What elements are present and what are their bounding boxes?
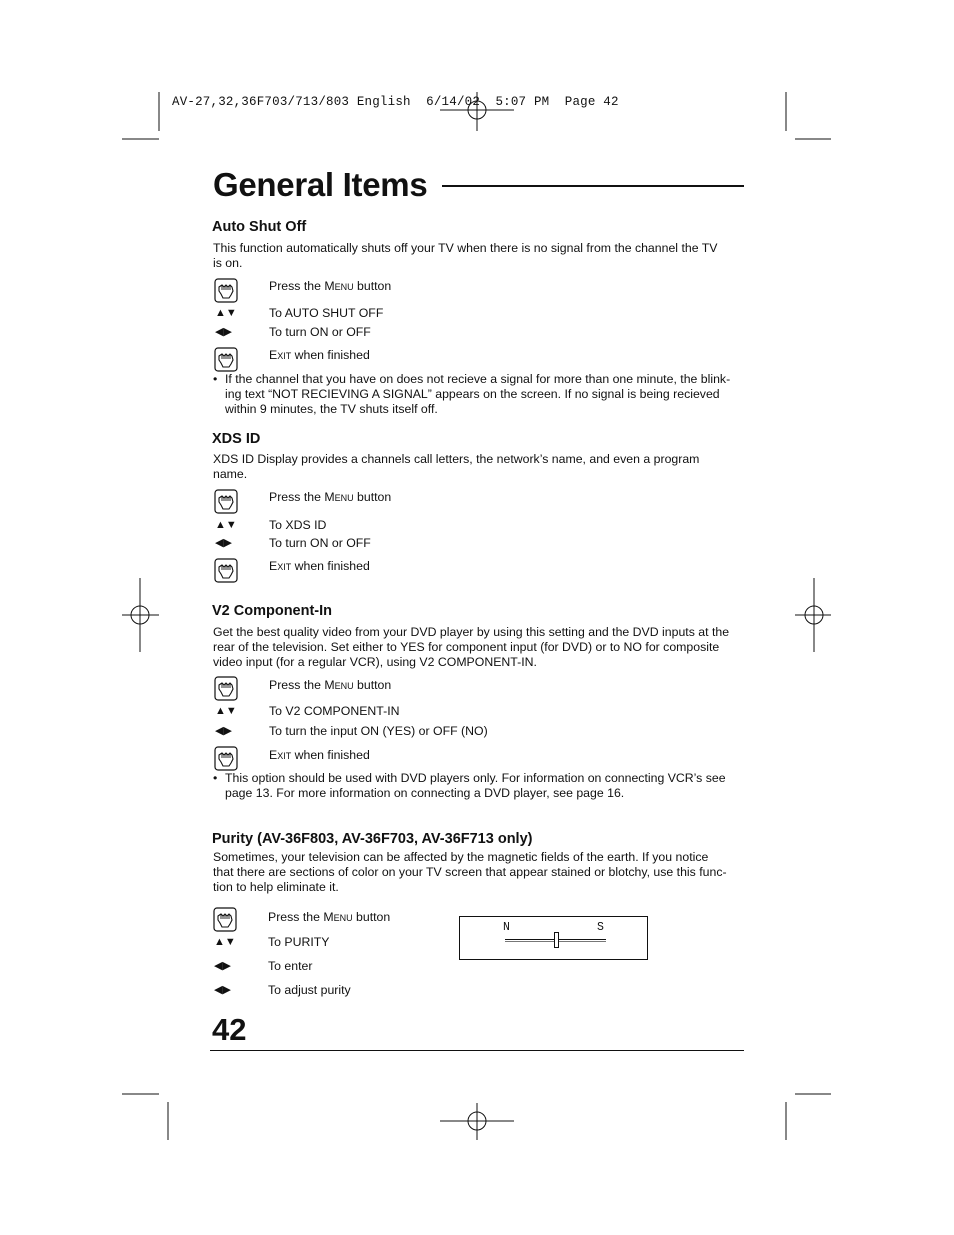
hand-press-icon: [214, 489, 239, 514]
intro-line: is on.: [213, 256, 243, 270]
page-title: General Items: [213, 166, 428, 203]
section-title-xds-id: XDS ID: [212, 431, 261, 447]
step-adjust: To adjust purity: [268, 983, 351, 997]
note-line: within 9 minutes, the TV shuts itself off.: [225, 402, 438, 416]
left-right-arrows-icon: ◀▶: [214, 984, 231, 996]
page-number: 42: [212, 1012, 247, 1047]
up-down-arrows-icon: ▲▼: [214, 936, 236, 948]
intro-line: Sometimes, your television can be affected by the magnetic fields of the earth. If you notice: [213, 850, 709, 864]
intro-line: name.: [213, 467, 248, 481]
title-rule: [442, 185, 744, 187]
auto-shut-off-note: [213, 372, 745, 417]
section-title-purity: Purity (AV-36F803, AV-36F703, AV-36F713 only): [212, 831, 533, 847]
left-right-arrows-icon: ◀▶: [215, 537, 232, 549]
intro-line: XDS ID Display provides a channels call letters, the network’s name, and even a program: [213, 452, 700, 466]
step-enter: To enter: [268, 959, 313, 973]
hand-press-icon: [213, 907, 238, 932]
step-toggle: To turn the input ON (YES) or OFF (NO): [269, 724, 488, 738]
up-down-arrows-icon: ▲▼: [215, 705, 237, 717]
note-line: This option should be used with DVD players only. For information on connecting VCR’s see: [225, 771, 726, 785]
step-select: To XDS ID: [269, 518, 327, 532]
step-press-menu: Press the Menu button: [269, 279, 392, 293]
step-exit: Exit when finished: [269, 748, 370, 762]
v2-component-intro: [213, 625, 745, 670]
left-right-arrows-icon: ◀▶: [215, 725, 232, 737]
print-slug: AV-27,32,36F703/713/803 English 6/14/02 5:07 PM Page 42: [172, 95, 619, 109]
purity-slider-thumb: [554, 932, 559, 948]
note-line: page 13. For more information on connecting a DVD player, see page 16.: [225, 786, 625, 800]
step-select: To AUTO SHUT OFF: [269, 306, 384, 320]
step-exit: Exit when finished: [269, 559, 370, 573]
step-select: To PURITY: [268, 935, 330, 949]
intro-line: This function automatically shuts off your TV when there is no signal from the channel the TV: [213, 241, 718, 255]
step-toggle: To turn ON or OFF: [269, 325, 371, 339]
up-down-arrows-icon: ▲▼: [215, 519, 237, 531]
bullet-dot: •: [213, 372, 218, 386]
step-select: To V2 COMPONENT-IN: [269, 704, 400, 718]
footer-rule: [210, 1050, 744, 1051]
xds-id-intro: [213, 452, 745, 482]
bullet-dot: •: [213, 771, 218, 785]
hand-press-icon: [214, 278, 239, 303]
left-right-arrows-icon: ◀▶: [214, 960, 231, 972]
hand-press-icon: [214, 558, 239, 583]
note-line: If the channel that you have on does not recieve a signal for more than one minute, the blink-: [225, 372, 731, 386]
purity-screen-display: [459, 916, 648, 960]
left-right-arrows-icon: ◀▶: [215, 326, 232, 338]
hand-press-icon: [214, 746, 239, 771]
step-press-menu: Press the Menu button: [269, 490, 392, 504]
intro-line: that there are sections of color on your TV screen that appear stained or blotchy, use this func-: [213, 865, 727, 879]
section-title-v2-component: V2 Component-In: [212, 603, 333, 619]
v2-component-note: [213, 771, 745, 801]
south-label: S: [597, 921, 604, 934]
step-press-menu: Press the Menu button: [268, 910, 391, 924]
hand-press-icon: [214, 347, 239, 372]
intro-line: tion to help eliminate it.: [213, 880, 339, 894]
north-label: N: [503, 921, 510, 934]
auto-shut-off-intro: [213, 241, 745, 271]
step-exit: Exit when finished: [269, 348, 370, 362]
section-title-auto-shut-off: Auto Shut Off: [212, 219, 307, 235]
intro-line: rear of the television. Set either to YES for component input (for DVD) or to NO for composite: [213, 640, 720, 654]
purity-intro: [213, 850, 745, 895]
hand-press-icon: [214, 676, 239, 701]
intro-line: Get the best quality video from your DVD player by using this setting and the DVD inputs at the: [213, 625, 730, 639]
step-press-menu: Press the Menu button: [269, 678, 392, 692]
intro-line: video input (for a regular VCR), using V2 COMPONENT-IN.: [213, 655, 537, 669]
note-line: ing text “NOT RECIEVING A SIGNAL” appears on the screen. If no signal is being recieved: [225, 387, 720, 401]
step-toggle: To turn ON or OFF: [269, 536, 371, 550]
up-down-arrows-icon: ▲▼: [215, 307, 237, 319]
